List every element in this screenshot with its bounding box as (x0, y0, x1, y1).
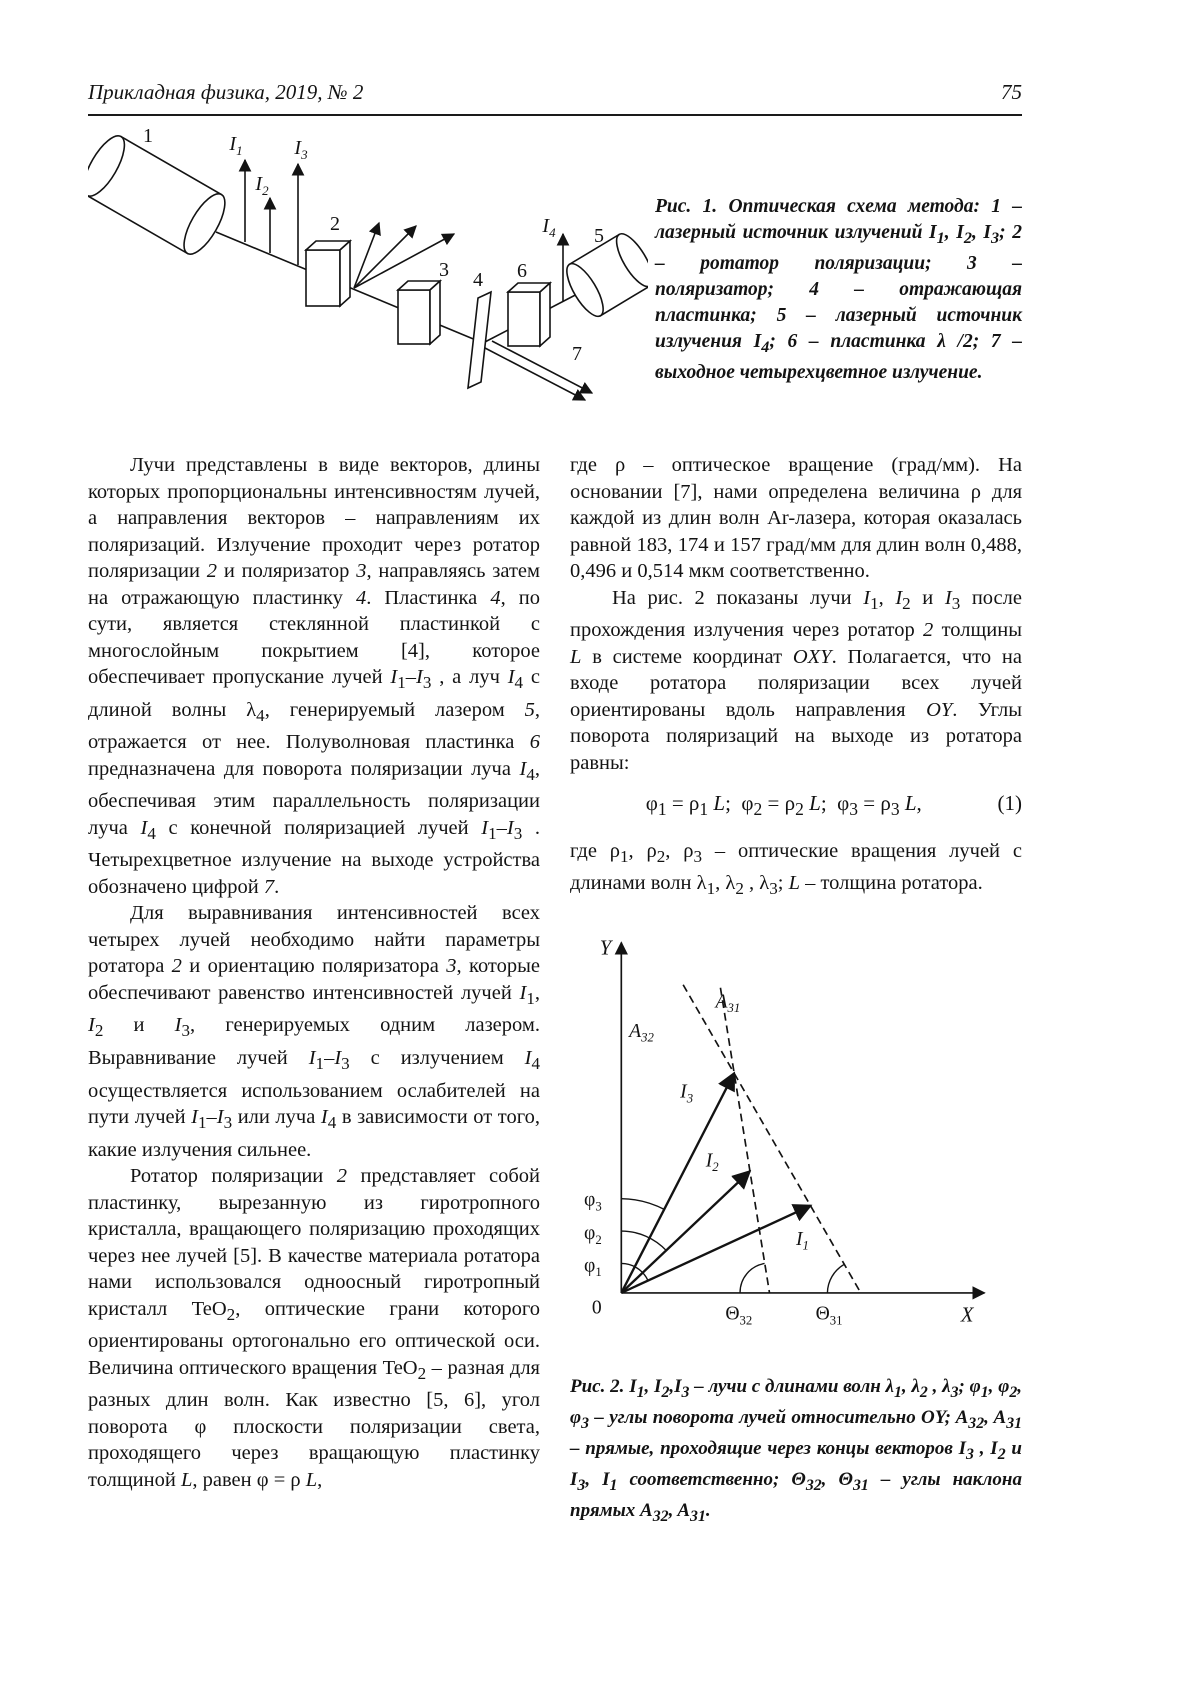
figure-2-caption: Рис. 2. $I_1$, $I_2,I_3$ – лучи с длинами волн $\lambda_1$, $\lambda_2$ , $\lambda_3$; $\varphi_1$, $\varphi_2$, $\varphi_3$ – углы поворота лучей относительно OY; $A_{32}$, $A_{31}$ – прямые, проходящие через концы векторов $I_3$ , $I_2$ и $I_3$, $I_1$ соответственно; $\Theta_{32}$, $\Theta_{31}$ – углы наклона прямых $A_{32}$, $A_{31}$. (570, 1376, 1023, 1525)
equation-number: (1) (997, 791, 1022, 816)
fan-arrow-1 (354, 223, 379, 288)
body-paragraph: Ротатор поляризации 2 представляет собой пластинку, вырезанную из гиротропного кристалла, вращающего поляризацию проходящих через нее лучей [5]. В качестве материала ротатора нами использовался одноосный гиротропный кристалл TeO$_2$, оптические грани которого ориентированы ортогонально его оптической оси. Величина оптического вращения TeO$_2$ – разная для разных длин волн. Как известно [5, 6], угол поворота φ плоскости поляризации света, проходящего через вращающую пластинку толщиной L, равен φ = ρ L, (88, 1165, 541, 1491)
fig2-origin-label: 0 (591, 1297, 602, 1319)
fig2-label-i1: $I_1$ (796, 1228, 809, 1253)
arc-phi3 (621, 1199, 664, 1210)
line-a31 (683, 985, 861, 1293)
fig1-label-2: 2 (330, 213, 340, 235)
fig1-label-7: 7 (572, 343, 582, 365)
equation-1 (570, 790, 1022, 823)
arc-theta32 (740, 1263, 765, 1292)
half-wave-plate-6 (508, 283, 550, 346)
fig1-label-3: 3 (439, 259, 449, 281)
fig1-label-i3: $I_3$ (294, 137, 308, 162)
fig1-label-1: 1 (143, 125, 153, 147)
page-number: 75 (1001, 80, 1022, 104)
figure-2-plot (570, 919, 1022, 1341)
figure-1-caption: Рис. 1. Оптическая схема метода: 1 – лазерный источник излучений $I_1$, $I_2$, $I_3$; 2 – ротатор поляризации; 3 – поляризатор; 4 – отражающая пластинка; 5 – лазерный источник излучения $I_4$; 6 – пластинка λ /2; 7 – выходное четырехцветное излучение. (655, 196, 1022, 383)
fig2-label-phi1: $\varphi_1$ (584, 1255, 602, 1280)
vector-i2 (621, 1171, 750, 1293)
body-paragraph: Лучи представлены в виде векторов, длины которых пропорциональны интенсивностям лучей, а направления векторов – направлениям их поляризаций. Излучение проходит через ротатор поляризации 2 и поляризатор 3, направляясь затем на отражающую пластинку 4. Пластинка 4, по сути, является стеклянной пластинкой с многослойным покрытием [4], которое обеспечивает пропускание лучей $I_1-I_3$ , а луч $I_4$ с длиной волны $\lambda_4$, генерируемый лазером 5, отражается от нее. Полуволновая пластинка 6 предназначена для поворота поляризации луча $I_4$, обеспечивая этим параллельность поляризации луча $I_4$ с конечной поляризацией лучей $I_1-I_3$ . Четырехцветное излучение на выходе устройства обозначено цифрой 7. (88, 454, 540, 898)
body-paragraph: На рис. 2 показаны лучи $I_1$, $I_2$ и $I_3$ после прохождения излучения через ротатор 2 толщины L в системе координат OXY. Полагается, что на входе ротатора поляризации всех лучей ориентированы вдоль направления OY. Углы поворота поляризаций на выходе из ротатора равны: (570, 586, 1022, 774)
column-right (570, 452, 1022, 1528)
polarizer-3 (398, 281, 440, 344)
body-paragraph: где $\rho_1$, $\rho_2$, $\rho_3$ – оптические вращения лучей с длинами волн $\lambda_1$, $\lambda_2$ , $\lambda_3$; L – толщина ротатора. (570, 839, 1022, 899)
figure-1-schematic (88, 120, 648, 442)
fan-arrow-2 (354, 226, 416, 288)
arc-theta31 (827, 1264, 844, 1292)
polarization-rotator-2 (306, 241, 350, 306)
laser-source-5 (560, 229, 648, 322)
fig1-label-i2: $I_2$ (255, 173, 269, 198)
fig2-label-phi3: $\varphi_3$ (584, 1189, 602, 1214)
fig2-label-a32: $A_{32}$ (629, 1020, 654, 1045)
fig2-label-i2: $I_2$ (705, 1150, 719, 1175)
output-arrow-1 (485, 348, 585, 400)
fig2-label-theta32: $\Theta_{32}$ (725, 1303, 753, 1328)
fig1-label-4: 4 (473, 269, 483, 291)
figure-1 (88, 120, 648, 442)
body-paragraph: Для выравнивания интенсивностей всех четырех лучей необходимо найти параметры ротатора 2 и ориентацию поляризатора 3, которые обеспечивают равенство интенсивностей лучей $I_1$, $I_2$ и $I_3$, генерируемых одним лазером. Выравнивание лучей $I_1-I_3$ с излучением $I_4$ осуществляется использованием ослабителей на пути лучей $I_1-I_3$ или луча $I_4$ в зависимости от того, какие излучения сильнее. (88, 902, 541, 1161)
fig1-label-5: 5 (594, 225, 604, 247)
line-a32 (720, 988, 769, 1293)
fig2-label-a31: $A_{31}$ (715, 991, 741, 1016)
fig1-label-i1: $I_1$ (229, 133, 243, 158)
fig2-label-i3: $I_3$ (680, 1081, 694, 1106)
column-left (88, 452, 540, 1493)
equation-expression: $\varphi_1 = \rho_1$ L; $\varphi_2 = \rho_2$ L; $\varphi_3 = \rho_3$ L, (645, 791, 922, 820)
vector-i3 (621, 1073, 734, 1293)
journal-title: Прикладная физика, 2019, № 2 (88, 80, 364, 104)
vector-i1 (621, 1206, 810, 1293)
laser-source-1 (88, 130, 233, 260)
fig2-y-axis-label: Y (599, 937, 612, 960)
figure-2 (570, 919, 1022, 1349)
fig1-label-i4: $I_4$ (542, 215, 556, 240)
page-header (88, 80, 1022, 116)
fig2-label-phi2: $\varphi_2$ (584, 1222, 602, 1247)
fig1-label-6: 6 (517, 260, 527, 282)
body-paragraph: где ρ – оптическое вращение (град/мм). На основании [7], нами определена величина ρ для каждой из длин волн Ar-лазера, которая оказалась равной 183, 174 и 157 град/мм для длин волн 0,488, 0,496 и 0,514 мкм соответственно. (570, 454, 1022, 582)
fig2-label-theta31: $\Theta_{31}$ (815, 1303, 843, 1328)
fig2-x-axis-label: X (960, 1304, 974, 1327)
